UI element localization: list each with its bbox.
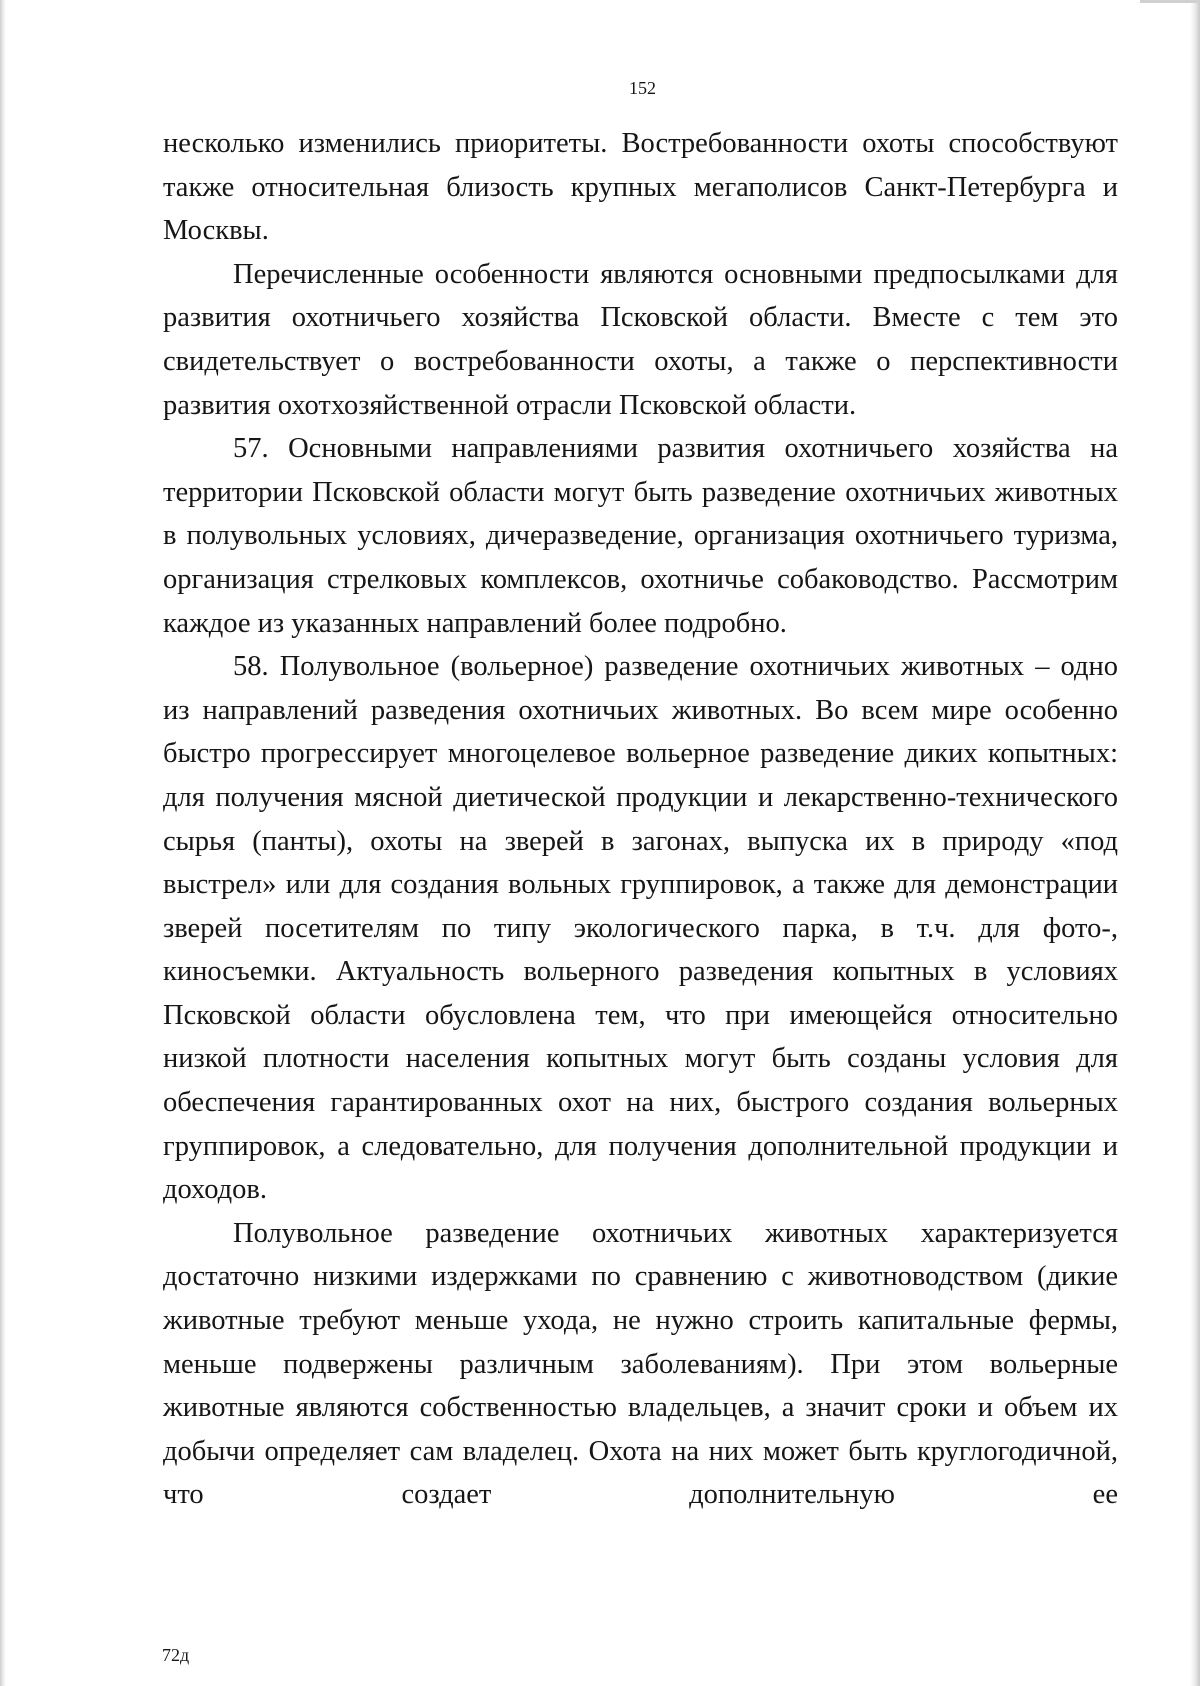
paragraph-prerequisites: Перечисленные особенности являются основными предпосылками для развития охотничьего хозяйства Псковской области. Вместе с тем это свидетельствует о востребованности охоты, а также о перспективности развития охотхозяйственной отрасли Псковской области. <box>163 258 1118 421</box>
document-body <box>163 122 1118 1517</box>
page-number: 152 <box>629 78 656 98</box>
paragraph-57-directions: 57. Основными направлениями развития охотничьего хозяйства на территории Псковской области могут быть разведение охотничьих животных в полувольных условиях, дичеразведение, организация охотничьего туризма, организация стрелковых комплексов, охотничье собаководство. Рассмотрим каждое из указанных направлений более подробно. <box>163 433 1118 639</box>
scan-edge-top <box>1140 0 1200 3</box>
paragraph-breeding-costs: Полувольное разведение охотничьих животных характеризуется достаточно низкими издержками по сравнению с животноводством (дикие животные требуют меньше ухода, не нужно строить капитальные фермы, меньше подвержены различным заболеваниям). При этом вольерные животные являются собственностью владельцев, а значит сроки и объем их добычи определяет сам владелец. Охота на них может быть круглогодичной, что создает дополнительную ее <box>163 1217 1118 1511</box>
paragraph-continuation: несколько изменились приоритеты. Востребованности охоты способствуют также относительная близость крупных мегаполисов Санкт-Петербурга и Москвы. <box>163 128 1118 247</box>
footer-code: 72д <box>162 1645 190 1665</box>
scan-edge-right <box>1190 0 1200 1686</box>
paragraph-58-semi-free-breeding: 58. Полувольное (вольерное) разведение охотничьих животных – одно из направлений разведения охотничьих животных. Во всем мире особенно быстро прогрессирует многоцелевое вольерное разведение диких копытных: для получения мясной диетической продукции и лекарственно-технического сырья (панты), охоты на зверей в загонах, выпуска их в природу «под выстрел» или для создания вольных группировок, а также для демонстрации зверей посетителям по типу экологического парка, в т.ч. для фото-, киносъемки. Актуальность вольерного разведения копытных в условиях Псковской области обусловлена тем, что при имеющейся относительно низкой плотности населения копытных могут быть созданы условия для обеспечения гарантированных охот на них, быстрого создания вольерных группировок, а следовательно, для получения дополнительной продукции и доходов. <box>163 651 1118 1206</box>
scan-edge-left <box>0 0 6 1686</box>
